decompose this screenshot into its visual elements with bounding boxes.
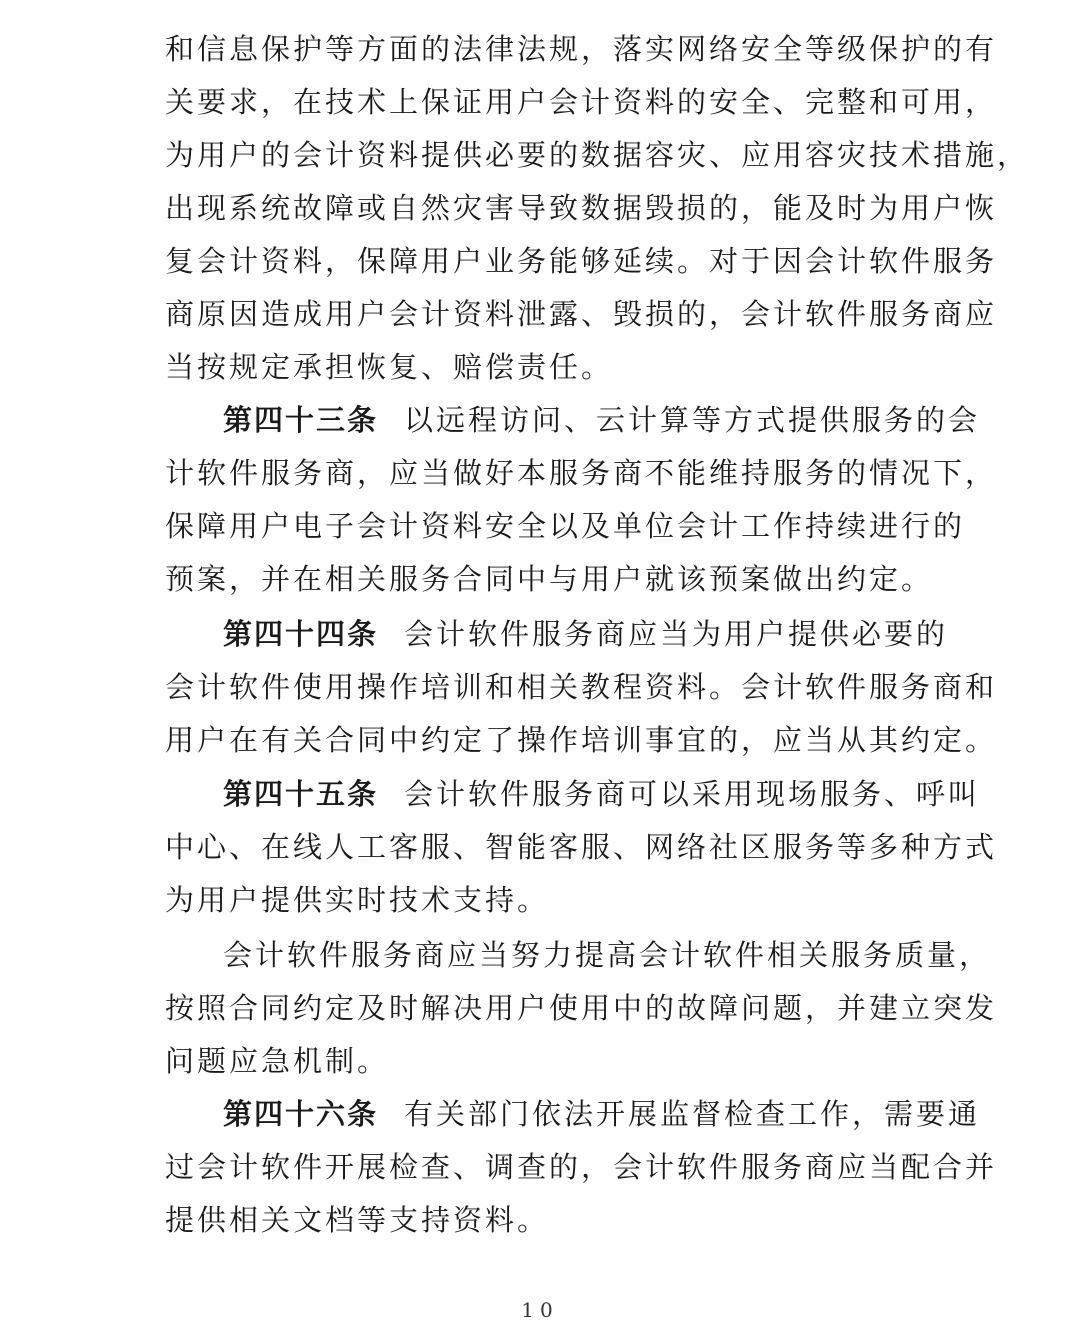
- text-run: 以远程访问、云计算等方式提供服务的会: [404, 403, 981, 437]
- article-46-label: 第四十六条: [223, 1097, 379, 1131]
- text-line: 为用户提供实时技术支持。: [165, 883, 550, 917]
- text-line: 为用户的会计资料提供必要的数据容灾、应用容灾技术措施，: [165, 138, 1030, 172]
- text-line: 过会计软件开展检查、调查的，会计软件服务商应当配合并: [165, 1150, 998, 1184]
- article-43-label: 第四十三条: [223, 403, 379, 437]
- text-line: 预案，并在相关服务合同中与用户就该预案做出约定。: [165, 562, 934, 596]
- text-line: 按照合同约定及时解决用户使用中的故障问题，并建立突发: [165, 991, 998, 1025]
- text-line: 关要求，在技术上保证用户会计资料的安全、完整和可用，: [165, 85, 998, 119]
- article-44-first-line: [223, 608, 949, 660]
- text-line: 中心、在线人工客服、智能客服、网络社区服务等多种方式: [165, 830, 998, 864]
- text-run: 会计软件服务商应当为用户提供必要的: [404, 617, 949, 651]
- text-line: 会计软件使用操作培训和相关教程资料。会计软件服务商和: [165, 670, 998, 704]
- article-44-label: 第四十四条: [223, 617, 379, 651]
- text-run: 会计软件服务商可以采用现场服务、呼叫: [404, 777, 981, 811]
- text-line: 保障用户电子会计资料安全以及单位会计工作持续进行的: [165, 509, 966, 543]
- text-line: 复会计资料，保障用户业务能够延续。对于因会计软件服务: [165, 244, 998, 278]
- article-46-first-line: [223, 1088, 981, 1140]
- text-line: 提供相关文档等支持资料。: [165, 1203, 550, 1237]
- article-45-label: 第四十五条: [223, 777, 379, 811]
- text-line: 商原因造成用户会计资料泄露、毁损的，会计软件服务商应: [165, 297, 998, 331]
- text-line: 会计软件服务商应当努力提高会计软件相关服务质量，: [223, 938, 992, 972]
- text-line: 出现系统故障或自然灾害导致数据毁损的，能及时为用户恢: [165, 191, 998, 225]
- text-line: 计软件服务商，应当做好本服务商不能维持服务的情况下，: [165, 456, 998, 490]
- text-line: 用户在有关合同中约定了操作培训事宜的，应当从其约定。: [165, 723, 998, 757]
- article-43-first-line: [223, 394, 981, 446]
- article-45-first-line: [223, 768, 981, 820]
- text-run: 有关部门依法开展监督检查工作，需要通: [404, 1097, 981, 1131]
- text-line: 和信息保护等方面的法律法规，落实网络安全等级保护的有: [165, 32, 998, 66]
- text-line: 问题应急机制。: [165, 1044, 390, 1078]
- page-number: 10: [521, 1298, 559, 1322]
- text-line: 当按规定承担恢复、赔偿责任。: [165, 350, 614, 384]
